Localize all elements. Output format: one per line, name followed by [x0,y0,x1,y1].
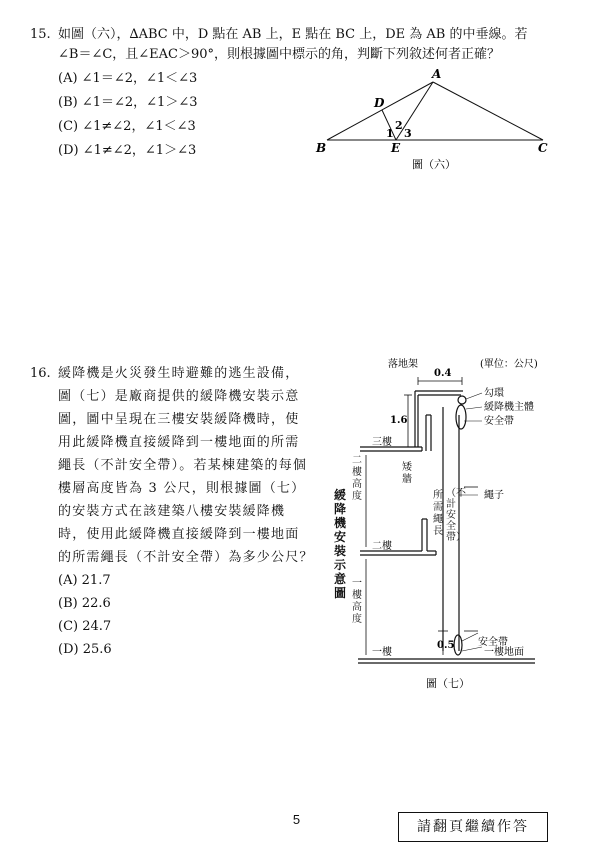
low-wall-label: 矮牆 [402,462,412,485]
continue-box: 請翻頁繼續作答 [398,812,548,842]
ground-label: 一樓地面 [484,647,524,658]
angle-2-label: 2 [395,119,403,132]
angle-1-label: 1 [386,127,394,140]
question-stem-line: 圖（七）是廠商提供的緩降機安裝示意 [58,389,300,404]
question-stem-line: 緩降機是火災發生時避難的逃生設備， [58,366,300,381]
question-stem-line: 的安裝方式在該建築八樓安裝緩降機 [58,504,286,519]
hook-label: 勾環 [484,388,504,399]
dim-05-label: 0.5 [437,640,455,651]
rope-length-label: 所需繩長 [433,490,443,537]
question-stem-line: 繩長（不計安全帶）。若某棟建築的每個 [58,458,308,473]
point-e-label: E [391,141,401,155]
vertex-a-label: A [432,67,442,81]
question-number: 16. [30,366,51,381]
question-stem-line: 時，使用此緩降機直接緩降到一樓地面 [58,527,300,542]
vertex-c-label: C [538,141,548,155]
body-label: 緩降機主體 [484,402,534,413]
stand-label: 落地架 [388,359,418,370]
question-16 [30,362,330,661]
figure-7-title: 緩降機安裝示意圖 [334,488,347,600]
no-belt-label: （不計安全帶） [446,488,466,543]
angle-3-label: 3 [404,127,412,140]
option-a[interactable]: (A) ∠1＝∠2，∠1＜∠3 [58,71,198,86]
dim-16-label: 1.6 [390,415,408,426]
question-stem-line: 用此緩降機直接緩降到一樓地面的所需 [58,435,300,450]
question-stem-line: 樓層高度皆為 3 公尺，則根據圖（七） [58,481,306,496]
option-d[interactable]: (D) ∠1≠∠2，∠1＞∠3 [58,143,197,158]
option-c[interactable]: (C) ∠1≠∠2，∠1＜∠3 [58,119,196,134]
point-d-label: D [374,96,385,110]
belt-bottom-label: 安全帶 [478,637,508,648]
figure-6-triangle [300,60,570,180]
page-number: 5 [292,812,301,827]
question-stem-line: 的所需繩長（不計安全帶）為多少公尺？ [58,550,314,565]
vertex-b-label: B [316,141,327,155]
figure-6-caption: 圖（六） [412,158,456,171]
question-number: 15. [30,27,51,42]
option-b[interactable]: (B) 22.6 [58,596,111,611]
unit-label: (單位：公尺) [480,359,538,370]
option-d[interactable]: (D) 25.6 [58,642,112,657]
option-b[interactable]: (B) ∠1＝∠2，∠1＞∠3 [58,95,198,110]
floor-2-label: 二樓 [372,541,392,552]
floor-2-height-label: 二樓高度 [352,455,362,502]
option-a[interactable]: (A) 21.7 [58,573,111,588]
floor-1-label: 一樓 [372,647,392,658]
figure-7-caption: 圖（七） [426,677,470,690]
floor-1-height-label: 一樓高度 [352,578,362,625]
rope-label: 繩子 [484,490,504,501]
belt-top-label: 安全帶 [484,416,514,427]
dim-04-label: 0.4 [434,368,452,379]
floor-3-label: 三樓 [372,437,392,448]
option-c[interactable]: (C) 24.7 [58,619,112,634]
question-stem-line: 圖，圖中呈現在三樓安裝緩降機時，使 [58,412,300,427]
question-stem-line: 如圖（六），∆ABC 中，D 點在 AB 上，E 點在 BC 上，DE 為 AB 的中垂線。若 [58,27,528,42]
question-stem-line: ∠B＝∠C，且∠EAC＞90°，則根據圖中標示的角，判斷下列敘述何者正確？ [58,47,501,62]
